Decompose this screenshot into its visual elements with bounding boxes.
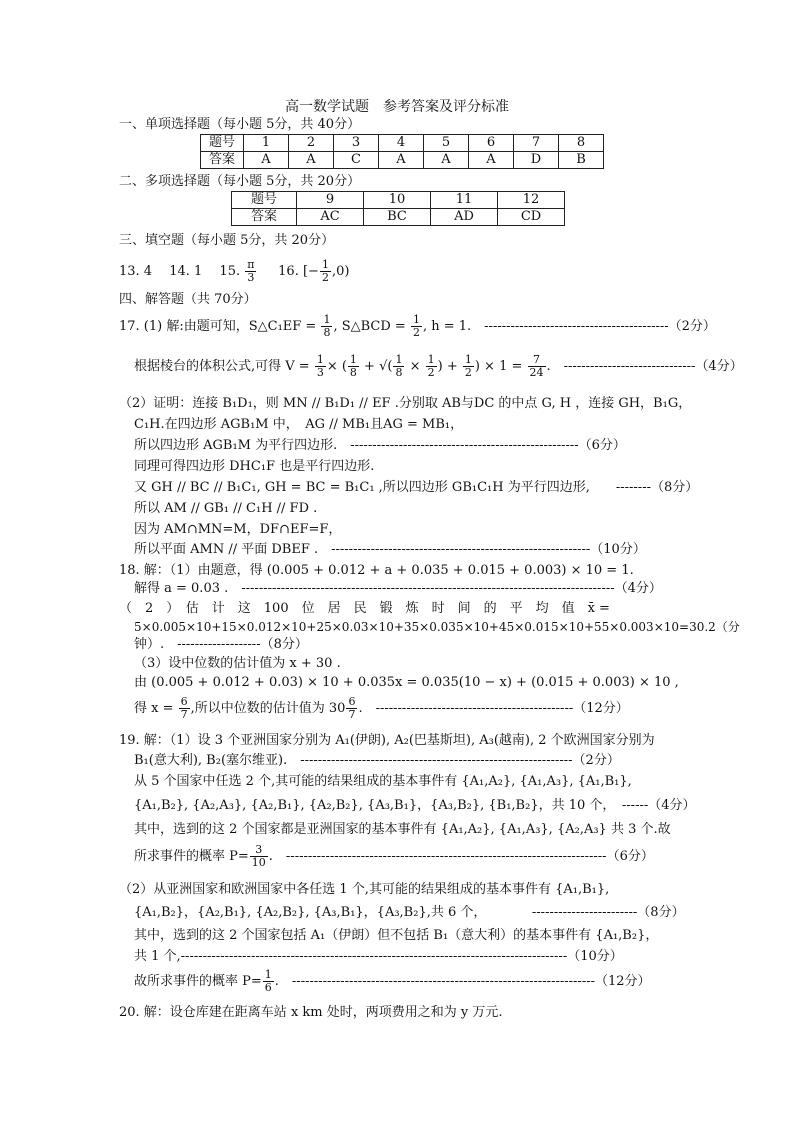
- p19-line-b: B₁(意大利), B₂(塞尔维亚). --------------------------------------------------------------（2分）: [134, 753, 620, 768]
- section2-heading: 二、多项选择题（每小题 5分，共 20分）: [119, 174, 361, 189]
- table-cell: B: [559, 152, 604, 169]
- p18-line-h: [134, 695, 629, 723]
- p19-line-d: {A₁,B₂}, {A₂,A₃}, {A₂,B₁}, {A₂,B₂}, {A₃,B₁}，{A₃,B₂}, {B₁,B₂}，共 10 个， ------（4分）: [134, 798, 696, 813]
- fraction-numerator: π: [247, 258, 255, 271]
- fraction-numerator: 3: [250, 844, 268, 857]
- table-row: [232, 209, 565, 226]
- table-row: [201, 152, 604, 169]
- text-segment: ,所以中位数的估计值为 30: [190, 701, 346, 716]
- p19-line-a: 19. 解：（1）设 3 个亚洲国家分别为 A₁(伊朗), A₂(巴基斯坦), A₃(越南), 2 个欧洲国家分别为: [119, 733, 655, 748]
- table-cell: 11: [431, 192, 498, 209]
- table-cell: 答案: [232, 209, 297, 226]
- interval-close: ,0): [331, 264, 350, 279]
- fraction-denominator: 8: [395, 366, 403, 379]
- fraction: [346, 696, 357, 721]
- p18-line-f: （3）设中位数的估计值为 x + 30 .: [134, 656, 341, 671]
- p17-line-c: （2）证明：连接 B₁D₁，则 MN // B₁D₁ // EF .分别取 AB与DC 的中点 G, H ，连接 GH，B₁G，: [119, 396, 692, 411]
- fraction: [411, 314, 422, 339]
- fraction: [528, 354, 546, 379]
- fraction-denominator: 3: [247, 271, 255, 284]
- fraction-numerator: 1: [316, 353, 324, 366]
- answer-16-label: 16.: [278, 264, 299, 279]
- fraction: [250, 844, 268, 869]
- p19-line-k: [134, 968, 651, 996]
- text-segment: ) +: [437, 359, 462, 374]
- text-segment: , S△BCD =: [333, 319, 410, 334]
- text-segment: [201, 135, 604, 169]
- fraction: [315, 354, 326, 379]
- table-cell: AC: [297, 209, 364, 226]
- fill-blank-answers: [119, 258, 349, 286]
- fraction: [426, 354, 437, 379]
- text-segment: 所求事件的概率 P=: [134, 849, 249, 864]
- table-cell: 题号: [232, 192, 297, 209]
- fraction: [320, 259, 331, 284]
- p19-line-h: {A₁,B₂}，{A₂,B₁}, {A₂,B₂}, {A₃,B₁}，{A₃,B₂},共 6 个， ------------------------（8分）: [134, 905, 685, 920]
- p19-line-e: 其中，选到的这 2 个国家都是亚洲国家的基本事件有 {A₁,A₂}, {A₁,A₃}, {A₂,A₃} 共 3 个.故: [134, 822, 671, 837]
- fraction-denominator: 8: [323, 326, 331, 339]
- fraction-denominator: 2: [427, 366, 435, 379]
- fraction: [393, 354, 404, 379]
- text-segment: . -------------------------------------------------------------------------（6分）: [268, 849, 654, 864]
- fraction-denominator: 6: [264, 981, 272, 994]
- text-segment: 得 x =: [134, 701, 178, 716]
- fraction-numerator: 1: [427, 353, 435, 366]
- page-title: 高一数学试题 参考答案及评分标准: [285, 99, 509, 115]
- p19-line-j: 共 1 个,----------------------------------------------------------------------------------------（10分）: [134, 949, 623, 964]
- p18-line-b: 解得 a = 0.03 . -------------------------------------------------------------------------------------（4分）: [134, 581, 662, 596]
- table-row: [201, 135, 604, 152]
- fraction: [245, 259, 256, 284]
- p17-line-j: 所以平面 AMN // 平面 DBEF . -----------------------------------------------------------（10分）: [134, 542, 646, 557]
- p19-line-c: 从 5 个国家中任选 2 个,其可能的结果组成的基本事件有 {A₁,A₂}, {A₁,A₃}, {A₁,B₁},: [134, 774, 632, 789]
- fraction-denominator: 2: [464, 366, 472, 379]
- single-choice-table: [200, 134, 604, 169]
- section1-heading: 一、单项选择题（每小题 5分，共 40分）: [119, 117, 361, 132]
- table-cell: 3: [334, 135, 379, 152]
- table-cell: A: [289, 152, 334, 169]
- text-segment: . ------------------------------（4分）: [546, 359, 743, 374]
- table-cell: CD: [498, 209, 565, 226]
- table-cell: 4: [379, 135, 424, 152]
- p17-line-d: C₁H.在四边形 AGB₁M 中， AG // MB₁且AG = MB₁，: [134, 417, 464, 432]
- fraction-denominator: 2: [321, 271, 329, 284]
- fraction-numerator: 1: [464, 353, 472, 366]
- p20-line-a: 20. 解：设仓库建在距离车站 x km 处时，两项费用之和为 y 万元.: [119, 1005, 503, 1020]
- section4-heading: 四、解答题（共 70分）: [119, 292, 257, 307]
- text-segment: 故所求事件的概率 P=: [134, 974, 262, 989]
- fraction-numerator: 1: [395, 353, 403, 366]
- fraction-numerator: 1: [264, 968, 272, 981]
- fraction: [179, 696, 190, 721]
- table-cell: 1: [244, 135, 289, 152]
- table-row: [232, 192, 565, 209]
- fraction-numerator: 6: [348, 695, 356, 708]
- p17-line-b: [134, 352, 743, 382]
- table-cell: AD: [431, 209, 498, 226]
- p19-line-f: [134, 843, 654, 871]
- interval-open: [−: [302, 264, 319, 279]
- p17-line-a: [119, 314, 716, 340]
- multi-choice-table: [231, 191, 565, 226]
- text-segment: + √(: [359, 359, 393, 374]
- fraction: [463, 354, 474, 379]
- fraction-denominator: 24: [529, 366, 544, 379]
- table-cell: 题号: [201, 135, 244, 152]
- p18-line-c: （ 2 ） 估 计 这 100 位 居 民 锻 炼 时 间 的 平 均 值 x̄ =: [119, 601, 610, 616]
- fraction: [348, 354, 359, 379]
- p17-line-h: 所以 AM // GB₁ // C₁H // FD .: [134, 501, 318, 516]
- fraction-denominator: 10: [251, 856, 266, 869]
- table-cell: D: [514, 152, 559, 169]
- fraction-denominator: 7: [180, 708, 188, 721]
- table-cell: 12: [498, 192, 565, 209]
- text-segment: . ---------------------------------------------------------------------（12分）: [274, 974, 651, 989]
- table-cell: 9: [297, 192, 364, 209]
- table-cell: 10: [364, 192, 431, 209]
- table-cell: BC: [364, 209, 431, 226]
- text-segment: [232, 192, 565, 226]
- text-segment: , h = 1. ------------------------------------------（2分）: [422, 319, 716, 334]
- fraction-denominator: 3: [316, 366, 324, 379]
- text-segment: 17. (1) 解:由题可知，S△C₁EF =: [119, 319, 321, 334]
- fraction-denominator: 7: [348, 708, 356, 721]
- p18-line-d: 5×0.005×10+15×0.012×10+25×0.03×10+35×0.035×10+45×0.015×10+55×0.003×10=30.2（分: [134, 620, 740, 634]
- table-cell: 8: [559, 135, 604, 152]
- p19-line-g: （2）从亚洲国家和欧洲国家中各任选 1 个,其可能的结果组成的基本事件有 {A₁,B₁},: [119, 882, 610, 897]
- fraction-numerator: 7: [528, 354, 546, 367]
- text-segment: ) × 1 =: [474, 359, 527, 374]
- fraction-numerator: 1: [321, 258, 329, 271]
- table-cell: 6: [469, 135, 514, 152]
- table-cell: 答案: [201, 152, 244, 169]
- answers-13-15: 13. 4 14. 1 15.: [119, 264, 241, 279]
- fraction-denominator: 2: [412, 326, 420, 339]
- p18-line-g: 由 (0.005 + 0.012 + 0.03) × 10 + 0.035x = 0.035(10 − x) + (0.015 + 0.003) × 10 ,: [134, 675, 679, 690]
- fraction-numerator: 1: [349, 353, 357, 366]
- section3-heading: 三、填空题（每小题 5分，共 20分）: [119, 233, 335, 248]
- text-segment: × (: [326, 359, 347, 374]
- table-cell: 5: [424, 135, 469, 152]
- text-segment: ×: [405, 359, 425, 374]
- table-cell: A: [424, 152, 469, 169]
- p17-line-f: 同理可得四边形 DHC₁F 也是平行四边形.: [134, 459, 375, 474]
- p18-line-e: 钟）. -------------------（8分）: [134, 637, 308, 652]
- table-cell: 7: [514, 135, 559, 152]
- fraction: [321, 314, 332, 339]
- p17-line-i: 因为 AM∩MN=M，DF∩EF=F，: [134, 522, 342, 537]
- table-cell: C: [334, 152, 379, 169]
- fraction: [263, 969, 274, 994]
- fraction-numerator: 1: [412, 313, 420, 326]
- p18-line-a: 18. 解：（1）由题意，得 (0.005 + 0.012 + a + 0.035 + 0.015 + 0.003) × 10 = 1.: [119, 563, 634, 578]
- fraction-numerator: 1: [323, 313, 331, 326]
- text-segment: . ---------------------------------------------（12分）: [358, 701, 629, 716]
- fraction-denominator: 8: [349, 366, 357, 379]
- p17-line-g: 又 GH // BC // B₁C₁, GH = BC = B₁C₁ ,所以四边形 GB₁C₁H 为平行四边形, --------（8分）: [134, 480, 699, 495]
- p17-line-e: 所以四边形 AGB₁M 为平行四边形. ----------------------------------------------------（6分）: [134, 438, 626, 453]
- table-cell: A: [379, 152, 424, 169]
- table-cell: A: [244, 152, 289, 169]
- text-segment: 根据棱台的体积公式,可得 V =: [134, 359, 314, 374]
- fraction-numerator: 6: [180, 695, 188, 708]
- table-cell: 2: [289, 135, 334, 152]
- p19-line-i: 其中，选到的这 2 个国家包括 A₁（伊朗）但不包括 B₁（意大利）的基本事件有 {A₁,B₂}，: [134, 928, 659, 943]
- table-cell: A: [469, 152, 514, 169]
